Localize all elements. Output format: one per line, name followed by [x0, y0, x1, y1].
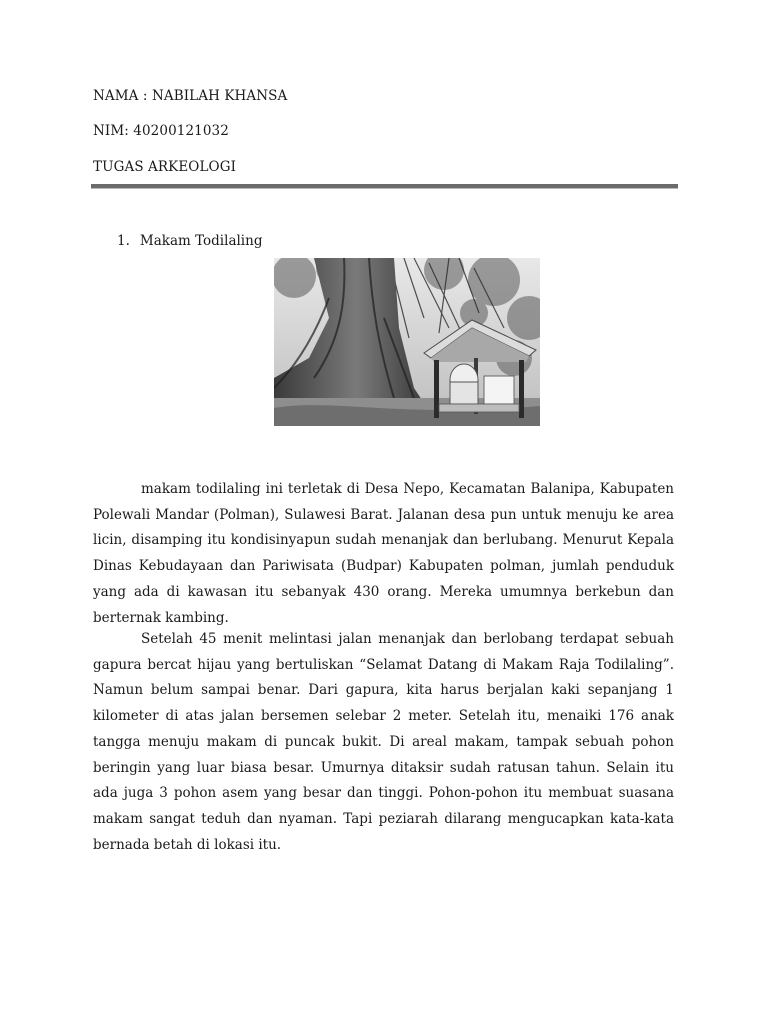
tomb-photo	[274, 258, 540, 426]
task-title-line: TUGAS ARKEOLOGI	[93, 159, 237, 175]
section-title: Makam Todilaling	[139, 233, 263, 249]
paragraph-location: makam todilaling ini terletak di Desa Nepo, Kecamatan Balanipa, Kabupaten Polewali Mandar (Polman), Sulawesi Barat. Jalanan desa pun untuk menuju ke area licin, disamping itu kondisinyapun sudah menanjak dan berlubang. Menurut Kepala Dinas Kebudayaan dan Pariwisata (Budpar) Kabupaten polman, jumlah penduduk yang ada di kawasan itu sebanyak 430 orang. Mereka umumnya berkebun dan berternak kambing.	[93, 481, 674, 626]
header-divider	[91, 184, 678, 189]
student-nim-line: NIM: 40200121032	[93, 123, 229, 139]
section-heading	[117, 233, 262, 249]
photo-tree-and-tomb-shelter-icon	[274, 258, 540, 426]
section-number: 1.	[117, 233, 130, 249]
paragraph-journey: Setelah 45 menit melintasi jalan menanjak dan berlobang terdapat sebuah gapura bercat hijau yang bertuliskan “Selamat Datang di Makam Raja Todilaling”. Namun belum sampai benar. Dari gapura, kita harus berjalan kaki sepanjang 1 kilometer di atas jalan bersemen selebar 2 meter. Setelah itu, menaiki 176 anak tangga menuju makam di puncak bukit. Di areal makam, tampak sebuah pohon beringin yang luar biasa besar. Umurnya ditaksir sudah ratusan tahun. Selain itu ada juga 3 pohon asem yang besar dan tinggi. Pohon-pohon itu membuat suasana makam sangat teduh dan nyaman. Tapi peziarah dilarang mengucapkan kata-kata bernada betah di lokasi itu.	[93, 631, 674, 853]
student-name-line: NAMA : NABILAH KHANSA	[93, 88, 288, 104]
